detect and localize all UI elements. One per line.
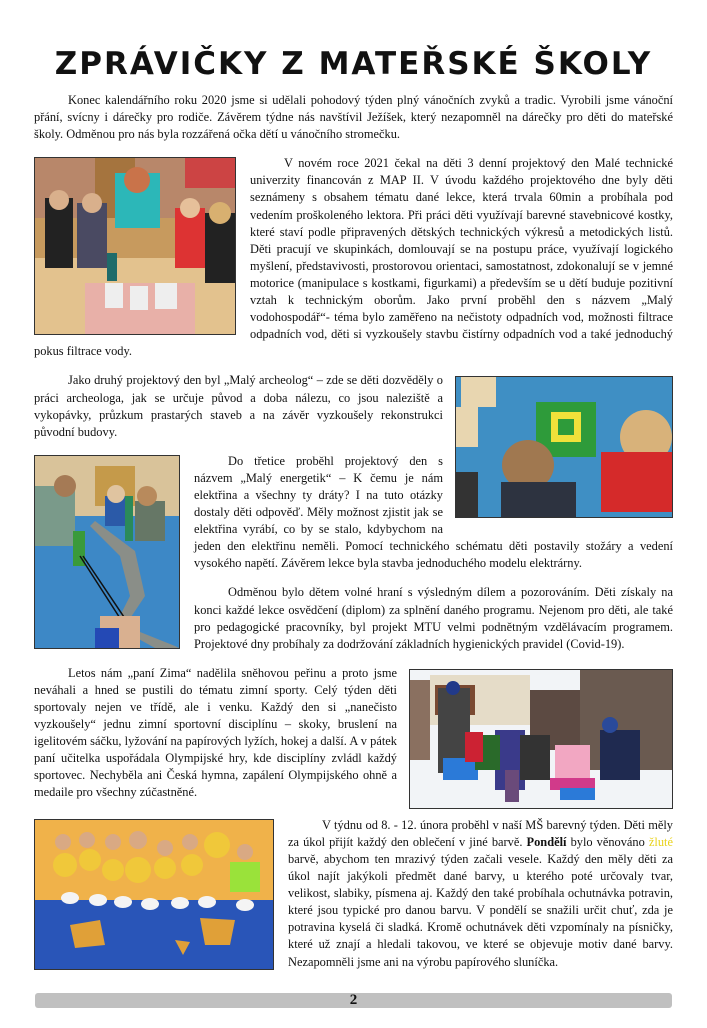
paragraph-archeolog-text: Jako druhý projektový den byl „Malý archeolog“ – zde se děti dozvěděly o práci archeologa, jak se určuje původ a doba nálezu, co jsou naleziště a vykopávky, průzkum prastarých staveb a na závěr vyzkoušely rekonstrukci původní budovy.: [34, 373, 443, 439]
photo-winter-sports: [409, 669, 673, 809]
page-number: 2: [349, 991, 358, 1008]
page-title: ZPRÁVIČKY Z MATEŘSKÉ ŠKOLY: [54, 46, 653, 82]
page-footer-bar: [35, 993, 672, 1008]
color-week-yellow-word: žluté: [648, 834, 673, 849]
color-week-text-b: bylo věnováno: [570, 834, 645, 849]
paragraph-energetik-text: Do třetice proběhl projektový den s názvem „Malý energetik“ – K čemu je nám elektřina a všechny ty dráty? I na tuto otázky dostaly děti odpověď. Měly možnost zjistit jak se elektřina vyrábí, co by se stalo, kdybychom na jeden den elektřinu neměli. Pomocí technického schématu děti postavily stožáry a vedení vysokého napětí. Závěrem lekce byla stavba jednoduchého modelu elektrárny.: [194, 453, 673, 571]
paragraph-technical-university-text: V novém roce 2021 čekal na děti 3 denní projektový den Malé technické univerzity financován z MAP II. V úvodu každého projektového dne byly děti seznámeny s obsahem tématu dané lekce, která trvala 60min a probíhala pod vedením proškoleného lektora. Při práci děti využívají barevné stavebnicové kostky, které staví podle připravených dětských technických výkresů a metodických listů. Děti pracují ve skupinkách, domlouvají se na postupu práce, využívají logického myšlení, představivosti, prostorovou orientaci, samostatnost, zdokonalují se v jemné motorice (manipulace s kostkami, figurkami) a především se u dětí buduje pozitivní vztah k technickým oborům. Jako první proběhl den s názvem „Malý vodohospodář“- téma bylo zaměřeno na nečistoty odpadních vod, možnosti filtrace odpadních vod, děti si vyzkoušely stavbu čistírny odpadních vod a také jednoduchý pokus filtrace vody.: [34, 156, 673, 359]
photo-water-filtration: [34, 157, 236, 335]
paragraph-reward-text: Odměnou bylo dětem volné hraní s výsledným dílem a pozorováním. Děti získaly na konci každé lekce osvědčení (diplom) za splnění daného programu. Nejenom pro děti, ale také pro pedagogické pracovníky, byl projekt MTU velmi podnětným vzdělávacím programem. Projektové dny probíhaly za dodržování základních hygienických pravidel (Covid-19).: [194, 585, 673, 651]
color-week-text-c: barvě, abychom ten mrazivý týden začali vesele. Každý den měly děti za úkol najít jakýkoli předmět dané barvy, u kterého poté určovaly tvar, velikost, slabiky, písmena aj. Každý den také probíhala ochutnávka potravin, které jsou typické pro danou barvu. V pondělí se snažili určit chuť, zda je potravina kyselá či sladká. Kromě ochutnávek děti vzpomínaly na písničky, které už znají a hledali takovou, ve které se objevuje motiv dané barvy. Nezapomněli jsme ani na výrobu papírového sluníčka.: [288, 852, 673, 969]
paragraph-christmas: [34, 92, 673, 143]
color-week-monday: Pondělí: [526, 834, 567, 849]
photo-archeolog-lego: [455, 376, 673, 518]
paragraph-winter-sports-text: Letos nám „paní Zima“ nadělila sněhovou peřinu a proto jsme neváhali a hned se pustili do tématu zimní sporty. Celý týden děti sportovaly nejen ve třídě, ale i venku. Každý den si „nanečisto vyzkoušely“ jednu zimní sportovní disciplínu – skoky, bruslení na igelitovém sáčku, lyžování na papírových lyžích, hokej a další. A v pátek paní učitelka uspořádala Olympijské hry, kde disciplíny zvládl každý sportovec. Nechyběla ani Česká hymna, zapálení Olympijského ohně a medaile pro všechny zúčastněné.: [34, 665, 397, 800]
photo-yellow-day: [34, 819, 274, 970]
photo-energetik: [34, 455, 180, 649]
paragraph-christmas-text: Konec kalendářního roku 2020 jsme si udělali pohodový týden plný vánočních zvyků a tradic. Vyrobili jsme vánoční přání, svícny i dárečky pro rodiče. Závěrem týdne nás navštívil Ježíšek, který nezapomněl na dárečky pro děti do mateřské školy. Odměnou pro nás byla rozzářená očka dětí u vánočního stromečku.: [34, 93, 673, 142]
color-week-text-a: V týdnu od 8. - 12. února proběhl v naší MŠ barevný týden. Děti měly za úkol přijít každý den oblečení v jiné barvě.: [288, 817, 673, 849]
